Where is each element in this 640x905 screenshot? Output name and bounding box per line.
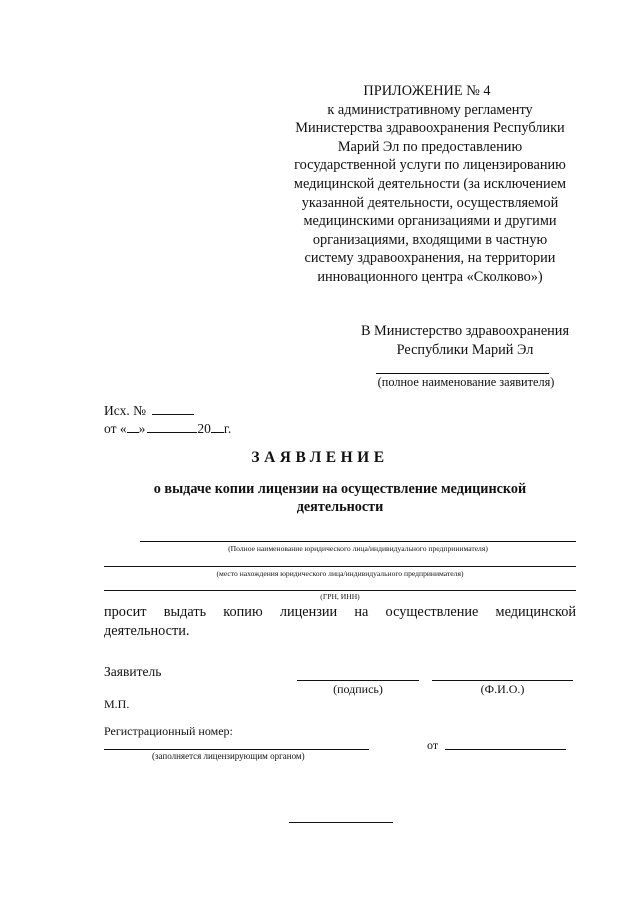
request-text [104, 603, 576, 641]
request-line-1: просит выдать копию лицензии на осуществление медицинской [104, 604, 576, 620]
subject-line-2: деятельности [296, 499, 384, 515]
outgoing-date-row [104, 421, 231, 437]
applicant-name-caption: (полное наименование заявителя) [377, 375, 555, 389]
appendix-line: систему здравоохранения, на территории [304, 250, 556, 267]
date-year-prefix: 20 [197, 421, 211, 436]
full-name-field[interactable] [432, 680, 573, 681]
location-field[interactable] [104, 566, 576, 567]
location-caption: (место нахождения юридического лица/индивидуального предпринимателя) [216, 569, 464, 578]
ids-field[interactable] [104, 590, 576, 591]
legal-entity-name-field[interactable] [140, 541, 576, 542]
signature-field[interactable] [297, 680, 419, 681]
seal-label: М.П. [104, 697, 130, 711]
appendix-line: к административному регламенту [327, 101, 533, 118]
outgoing-number-label: Исх. № [104, 403, 146, 418]
signature-caption: (подпись) [333, 682, 383, 696]
appendix-header [285, 82, 575, 287]
appendix-line: инновационного центра «Сколково») [317, 268, 543, 285]
date-year-suffix: г. [223, 421, 232, 436]
full-name-caption: (Ф.И.О.) [480, 682, 525, 696]
recipient-line-2: Республики Марий Эл [396, 341, 534, 358]
bottom-divider [289, 822, 393, 823]
outgoing-number-field[interactable] [152, 403, 194, 415]
appendix-line: Министерства здравоохранения Республики [295, 120, 565, 137]
recipient-block [320, 322, 610, 359]
registration-date-field[interactable] [445, 749, 566, 750]
registration-number-field[interactable] [104, 749, 369, 750]
legal-entity-name-caption: (Полное наименование юридического лица/индивидуального предпринимателя) [228, 544, 488, 553]
document-title: ЗАЯВЛЕНИЕ [251, 449, 389, 466]
appendix-line: Марий Эл по предоставлению [337, 138, 523, 155]
outgoing-number-row [104, 403, 194, 419]
date-year-field[interactable] [211, 421, 224, 433]
registration-caption: (заполняется лицензирующим органом) [152, 751, 305, 761]
ids-caption: (ГРН, ИНН) [320, 592, 360, 601]
appendix-line: государственной услуги по лицензированию [294, 157, 566, 174]
date-quote-close: » [138, 421, 146, 436]
recipient-line-1: В Министерство здравоохранения [360, 323, 570, 339]
appendix-line: организациями, входящими в частную [312, 231, 548, 248]
appendix-line: указанной деятельности, осуществляемой [301, 194, 559, 211]
applicant-name-field[interactable] [376, 373, 549, 374]
request-line-2: деятельности. [104, 623, 190, 639]
date-prefix: от « [104, 421, 127, 436]
date-day-field[interactable] [127, 421, 139, 433]
document-subject [100, 480, 580, 516]
date-month-field[interactable] [147, 421, 197, 433]
appendix-line: медицинской деятельности (за исключением [293, 175, 567, 192]
registration-from-label: от [427, 738, 439, 752]
appendix-line: медицинскими организациями и другими [303, 213, 557, 230]
subject-line-1: о выдаче копии лицензии на осуществление медицинской [153, 481, 527, 497]
appendix-title: ПРИЛОЖЕНИЕ № 4 [363, 83, 491, 99]
registration-label: Регистрационный номер: [104, 724, 233, 738]
applicant-label: Заявитель [104, 664, 162, 679]
